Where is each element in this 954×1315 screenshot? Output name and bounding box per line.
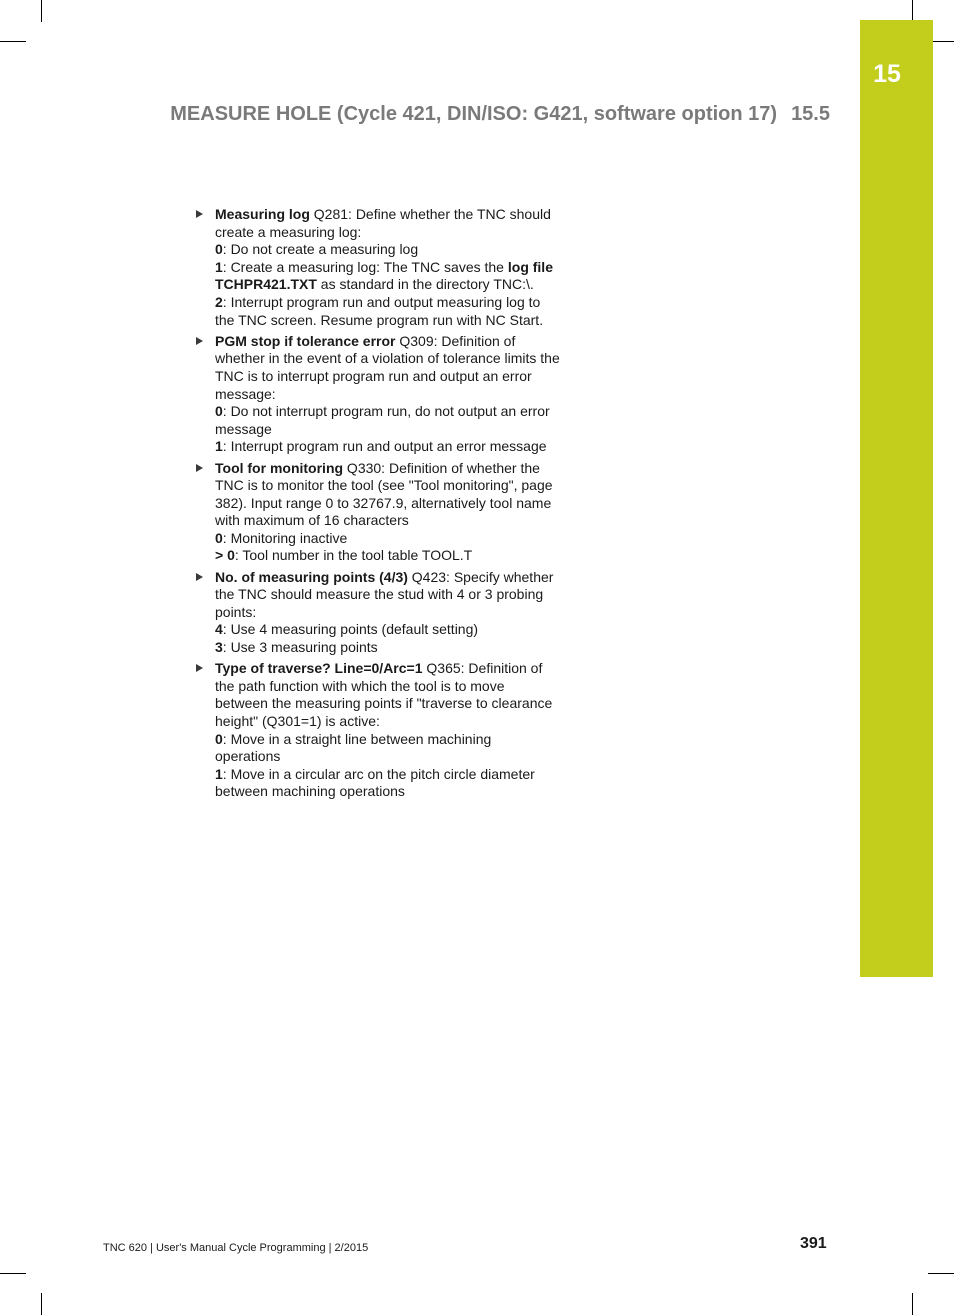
option-text: : Use 3 measuring points	[222, 639, 378, 656]
parameter-term: PGM stop if tolerance error	[215, 332, 396, 349]
option-text: : Move in a circular arc on the pitch circle diameter between machining operations	[215, 765, 535, 800]
parameter-term: Type of traverse? Line=0/Arc=1	[215, 660, 423, 677]
option-key: 0	[215, 730, 223, 747]
page-number: 391	[800, 1235, 827, 1252]
option-text: : Use 4 measuring points (default setting)	[222, 621, 479, 638]
option-key: 3	[215, 639, 223, 656]
parameter-description: Q281: Define whether the TNC should create a measuring log:	[215, 206, 551, 240]
option-key: 0	[215, 529, 223, 546]
option-key: 1	[215, 765, 223, 782]
parameter-term: No. of measuring points (4/3)	[215, 568, 408, 585]
running-head-title: MEASURE HOLE (Cycle 421, DIN/ISO: G421, software option 17)	[170, 103, 778, 125]
option-key: > 0	[215, 547, 235, 564]
crop-mark	[912, 0, 913, 22]
option-key: 1	[215, 438, 223, 455]
option-key: 1	[215, 258, 223, 275]
crop-mark	[0, 41, 26, 42]
triangle-bullet-icon	[196, 337, 203, 345]
footer-text: TNC 620 | User's Manual Cycle Programming | 2/2015	[103, 1242, 369, 1254]
list-item	[195, 660, 560, 801]
option-text: : Create a measuring log: The TNC saves the	[222, 258, 508, 275]
crop-mark	[912, 1293, 913, 1315]
parameter-description: Q309: Definition of whether in the event of a violation of tolerance limits the TNC is to interrupt program run and output an error message:	[215, 332, 560, 402]
list-item	[195, 333, 560, 456]
option-key: 0	[215, 403, 223, 420]
chapter-tab	[860, 20, 933, 977]
parameter-description: Q330: Definition of whether the TNC is to monitor the tool (see "Tool monitoring", page 382). Input range 0 to 32767.9, alternatively tool name with maximum of 16 characters	[215, 459, 553, 529]
option-text: : Monitoring inactive	[222, 529, 348, 546]
option-text: : Tool number in the tool table TOOL.T	[234, 547, 473, 564]
triangle-bullet-icon	[196, 464, 203, 472]
triangle-bullet-icon	[196, 210, 203, 218]
crop-mark	[41, 1293, 42, 1315]
log-file-name: log file TCHPR421.TXT	[215, 258, 553, 293]
running-head	[170, 103, 830, 126]
triangle-bullet-icon	[196, 664, 203, 672]
list-item	[195, 569, 560, 657]
crop-mark	[0, 1273, 26, 1274]
option-text: as standard in the directory TNC:\.	[316, 276, 534, 293]
list-item	[195, 460, 560, 566]
option-key: 4	[215, 621, 223, 638]
chapter-number: 15	[873, 60, 901, 88]
option-key: 2	[215, 293, 223, 310]
option-text: : Do not interrupt program run, do not output an error message	[215, 403, 550, 437]
option-key: 0	[215, 241, 223, 258]
crop-mark	[41, 0, 42, 22]
triangle-bullet-icon	[196, 573, 203, 581]
option-text: : Do not create a measuring log	[222, 241, 419, 258]
option-text: : Move in a straight line between machining operations	[215, 730, 492, 765]
option-text: : Interrupt program run and output measuring log to the TNC screen. Resume program run with NC Start.	[215, 293, 544, 328]
option-text: : Interrupt program run and output an error message	[222, 438, 547, 455]
parameter-term: Tool for monitoring	[215, 459, 344, 476]
parameter-description: Q365: Definition of the path function with which the tool is to move between the measuring points if "traverse to clearance height" (Q301=1) is active:	[215, 660, 553, 729]
parameter-list	[195, 206, 560, 805]
parameter-description: Q423: Specify whether the TNC should measure the stud with 4 or 3 probing points:	[215, 568, 554, 620]
list-item	[195, 206, 560, 329]
crop-mark	[928, 1273, 954, 1274]
running-head-section: 15.5	[791, 103, 830, 125]
parameter-term: Measuring log	[215, 206, 310, 222]
